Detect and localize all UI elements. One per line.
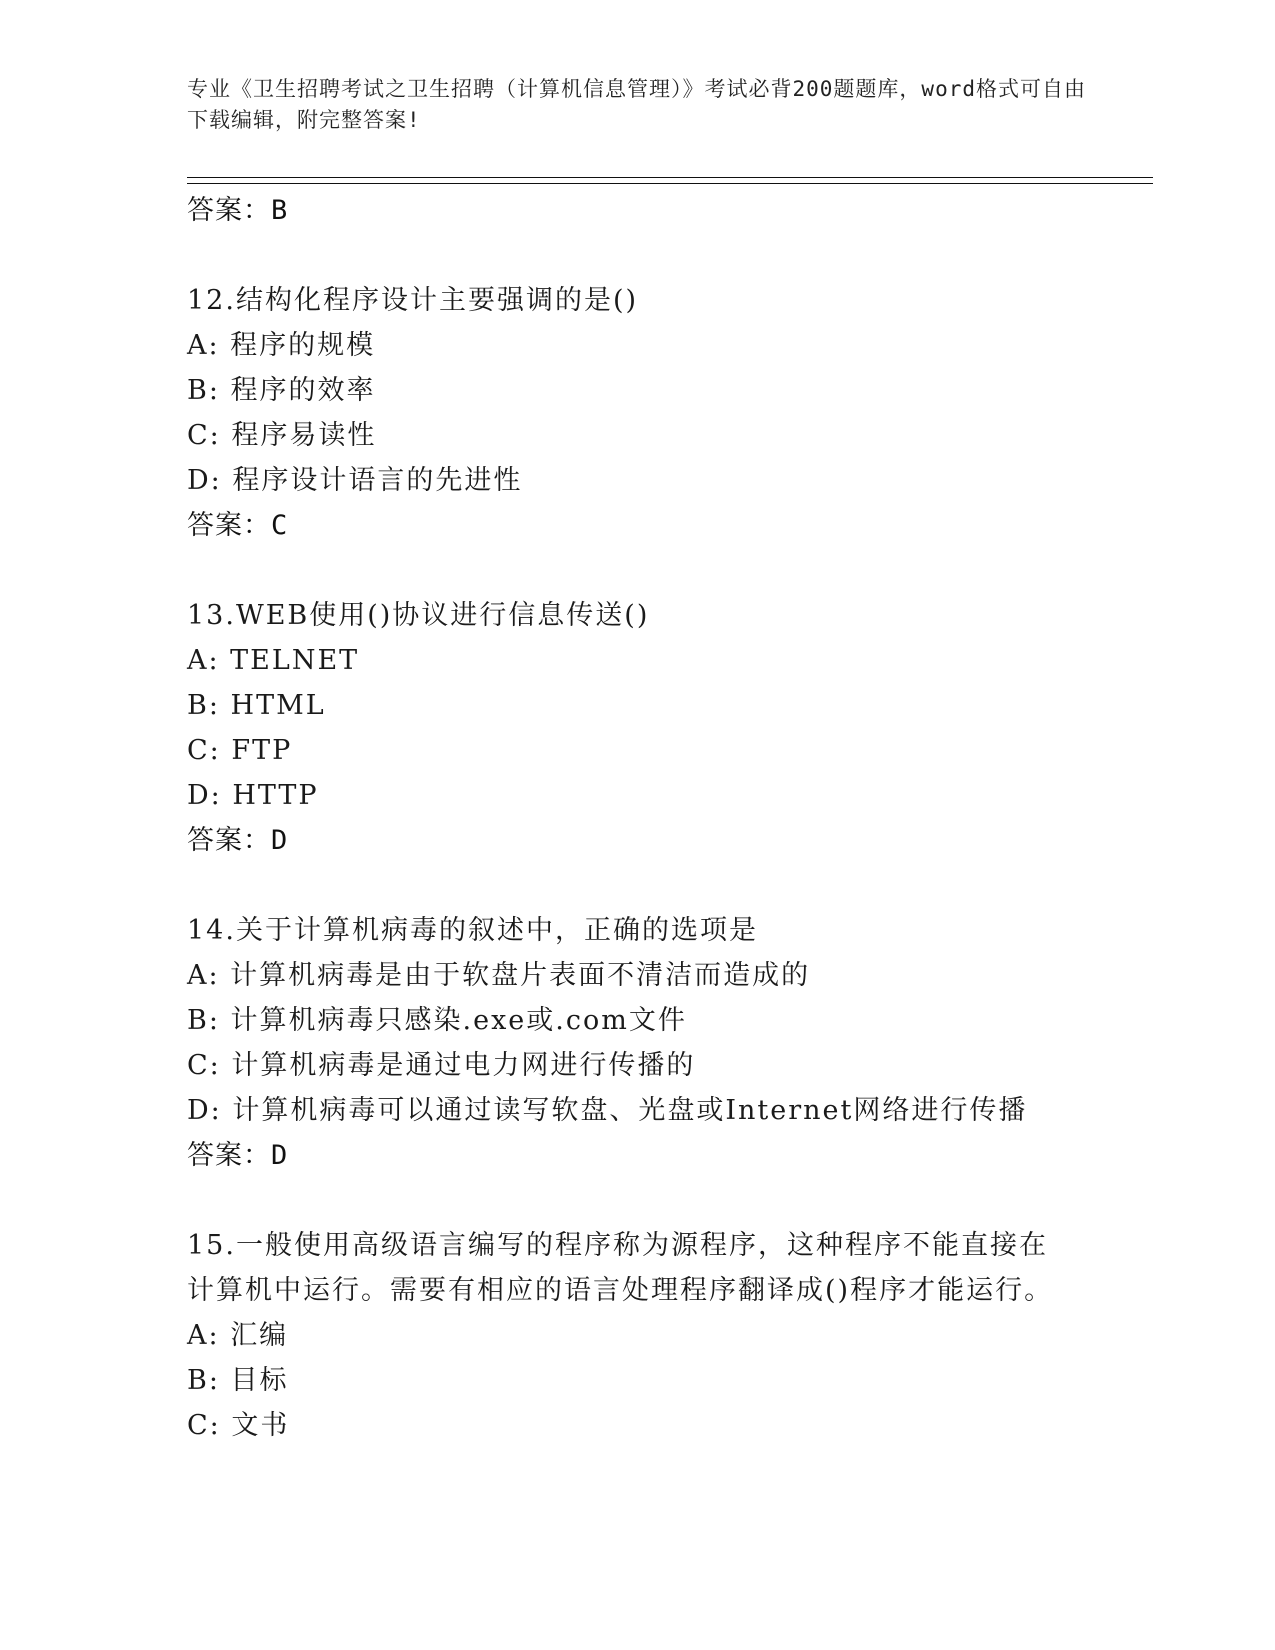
question-14-option-a: A: 计算机病毒是由于软盘片表面不清洁而造成的 [187,960,811,991]
question-12-option-d: D: 程序设计语言的先进性 [187,465,523,496]
question-15-option-b: B: 目标 [187,1365,289,1396]
question-15-option-c: C: 文书 [187,1410,290,1441]
question-12 [187,278,1153,548]
question-13-answer: 答案：D [187,825,289,856]
header-rule-bottom [187,183,1153,184]
question-12-answer: 答案：C [187,510,289,541]
question-14-option-b: B: 计算机病毒只感染.exe或.com文件 [187,1005,687,1036]
question-12-option-b: B: 程序的效率 [187,375,376,406]
question-12-stem: 12.结构化程序设计主要强调的是() [187,285,639,316]
header-rule-top [187,177,1153,178]
question-13-stem: 13.WEB使用()协议进行信息传送() [187,600,650,631]
question-12-option-a: A: 程序的规模 [187,330,376,361]
question-15-option-a: A: 汇编 [187,1320,289,1351]
question-14-answer: 答案：D [187,1140,289,1171]
question-12-option-c: C: 程序易读性 [187,420,377,451]
question-14-stem: 14.关于计算机病毒的叙述中，正确的选项是 [187,915,758,946]
question-15 [187,1223,1153,1448]
answer-11: 答案：B [187,195,289,226]
question-14-option-d: D: 计算机病毒可以通过读写软盘、光盘或Internet网络进行传播 [187,1095,1028,1126]
question-13 [187,593,1153,863]
question-15-stem: 15.一般使用高级语言编写的程序称为源程序，这种程序不能直接在计算机中运行。需要有相应的语言处理程序翻译成()程序才能运行。 [187,1230,1054,1306]
question-list [187,188,1153,1448]
question-13-option-d: D: HTTP [187,780,319,811]
question-13-option-a: A: TELNET [187,645,360,676]
question-13-option-c: C: FTP [187,735,293,766]
question-14 [187,908,1153,1178]
question-14-option-c: C: 计算机病毒是通过电力网进行传播的 [187,1050,696,1081]
document-header: 专业《卫生招聘考试之卫生招聘（计算机信息管理）》考试必背200题题库，word格式可自由下载编辑，附完整答案! [187,77,1086,132]
question-13-option-b: B: HTML [187,690,326,721]
